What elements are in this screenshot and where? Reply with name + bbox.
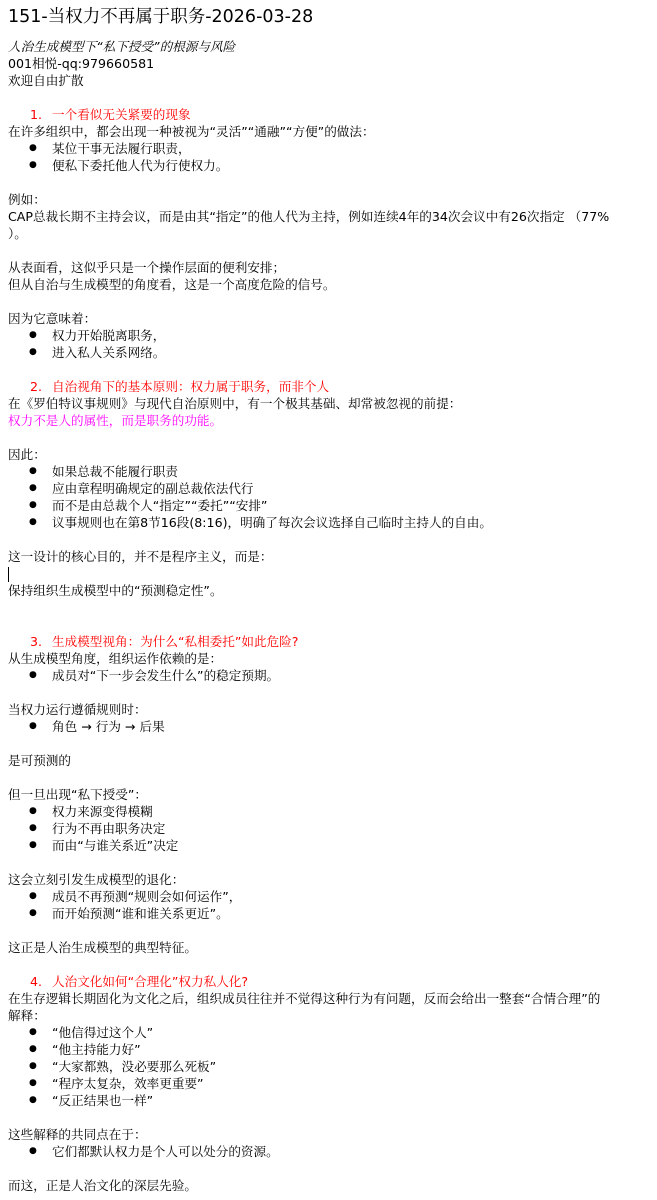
spacer xyxy=(8,429,649,446)
spacer xyxy=(8,89,649,106)
section-2-heading xyxy=(8,378,649,395)
list-item: ● “他信得过这个人” xyxy=(8,1024,649,1041)
degrade-label: 这会立刻引发生成模型的退化： xyxy=(8,872,185,887)
surface-line-2: 但从自治与生成模型的角度看，这是一个高度危险的信号。 xyxy=(8,277,336,292)
list-item: ● 如果总裁不能履行职责 xyxy=(8,463,649,480)
text-cursor-line[interactable] xyxy=(8,565,649,582)
list-item: ● “程序太复杂，效率更重要” xyxy=(8,1075,649,1092)
list-item: ● 角色 → 行为 → 后果 xyxy=(8,718,649,735)
section-3-intro: 从生成模型角度，组织运作依赖的是： xyxy=(8,651,223,666)
surface-line-1: 从表面看，这似乎只是一个操作层面的便利安排； xyxy=(8,260,286,275)
spacer xyxy=(8,599,649,616)
list-item: ● 而不是由总裁个人“指定”“委托”“安排” xyxy=(8,497,649,514)
spacer xyxy=(8,684,649,701)
spacer xyxy=(8,956,649,973)
section-3-list xyxy=(8,667,649,684)
list-item: ● 它们都默认权力是个人可以处分的资源。 xyxy=(8,1143,649,1160)
list-item: ● 权力开始脱离职务， xyxy=(8,327,649,344)
once-list xyxy=(8,803,649,854)
spacer xyxy=(8,854,649,871)
example-label: 例如： xyxy=(8,192,46,207)
example-line-2: ）。 xyxy=(8,226,27,241)
final-line: 而这，正是人治文化的深层先验。 xyxy=(8,1178,197,1193)
typical-line: 这正是人治生成模型的典型特征。 xyxy=(8,940,197,955)
once-label: 但一旦出现“私下授受”： xyxy=(8,787,147,802)
section-1-number: 1. xyxy=(30,107,43,122)
section-1-intro: 在许多组织中，都会出现一种被视为“灵活”“通融”“方便”的做法： xyxy=(8,124,375,139)
when-rules-label: 当权力运行遵循规则时： xyxy=(8,702,147,717)
spacer xyxy=(8,769,649,786)
common-list xyxy=(8,1143,649,1160)
spacer xyxy=(8,922,649,939)
chain-list xyxy=(8,718,649,735)
section-4-list xyxy=(8,1024,649,1109)
author-line: 001相悦-qq:979660581 xyxy=(8,56,155,71)
goal-line: 保持组织生成模型中的“预测稳定性”。 xyxy=(8,583,223,598)
spacer xyxy=(8,531,649,548)
section-2-number: 2. xyxy=(30,379,43,394)
section-2-list xyxy=(8,463,649,531)
section-4-number: 4. xyxy=(30,974,43,989)
spacer xyxy=(8,1109,649,1126)
text-cursor xyxy=(8,567,9,582)
spacer xyxy=(8,735,649,752)
spacer xyxy=(8,361,649,378)
section-1-heading xyxy=(8,106,649,123)
section-4-intro-2: 解释： xyxy=(8,1008,46,1023)
section-4-intro-1: 在生存逻辑长期固化为文化之后，组织成员往往并不觉得这种行为有问题，反而会给出一整套“合情合理”的 xyxy=(8,991,601,1006)
section-3-number: 3. xyxy=(30,634,43,649)
common-label: 这些解释的共同点在于： xyxy=(8,1127,147,1142)
list-item: ● “他主持能力好” xyxy=(8,1041,649,1058)
list-item: ● “大家都熟，没必要那么死板” xyxy=(8,1058,649,1075)
example-line-1: CAP总裁长期不主持会议，而是由其“指定”的他人代为主持，例如连续4年的34次会议中有26次指定 （77% xyxy=(8,209,610,224)
section-1-list xyxy=(8,140,649,174)
section-1-title: 一个看似无关紧要的现象 xyxy=(52,107,191,122)
spacer xyxy=(8,293,649,310)
means-label: 因为它意味着： xyxy=(8,311,97,326)
section-2-intro: 在《罗伯特议事规则》与现代自治原则中，有一个极其基础、却常被忽视的前提： xyxy=(8,396,462,411)
list-item: ● “反正结果也一样” xyxy=(8,1092,649,1109)
list-item: ● 应由章程明确规定的副总裁依法代行 xyxy=(8,480,649,497)
principle-statement: 权力不是人的属性，而是职务的功能。 xyxy=(8,413,223,428)
list-item: ● 某位干事无法履行职责， xyxy=(8,140,649,157)
spacer xyxy=(8,242,649,259)
list-item: ● 而开始预测“谁和谁关系更近”。 xyxy=(8,905,649,922)
predictable-line: 是可预测的 xyxy=(8,753,71,768)
list-item: ● 议事规则也在第8节16段(8:16)，明确了每次会议选择自己临时主持人的自由。 xyxy=(8,514,649,531)
subtitle: 人治生成模型下“私下授受”的根源与风险 xyxy=(8,39,236,54)
list-item: ● 而由“与谁关系近”决定 xyxy=(8,837,649,854)
spacer xyxy=(8,174,649,191)
list-item: ● 成员不再预测“规则会如何运作”， xyxy=(8,888,649,905)
list-item: ● 便私下委托他人代为行使权力。 xyxy=(8,157,649,174)
section-3-title: 生成模型视角：为什么“私相委托”如此危险? xyxy=(52,634,299,649)
section-4-title: 人治文化如何“合理化”权力私人化? xyxy=(52,974,249,989)
welcome-line: 欢迎自由扩散 xyxy=(8,73,84,88)
list-item: ● 成员对“下一步会发生什么”的稳定预期。 xyxy=(8,667,649,684)
list-item: ● 行为不再由职务决定 xyxy=(8,820,649,837)
degrade-list xyxy=(8,888,649,922)
spacer xyxy=(8,1160,649,1177)
list-item: ● 权力来源变得模糊 xyxy=(8,803,649,820)
spacer xyxy=(8,616,649,633)
section-2-title: 自治视角下的基本原则：权力属于职务，而非个人 xyxy=(52,379,330,394)
section-4-heading xyxy=(8,973,649,990)
means-list xyxy=(8,327,649,361)
purpose-line: 这一设计的核心目的，并不是程序主义，而是： xyxy=(8,549,273,564)
therefore-label: 因此： xyxy=(8,447,46,462)
section-3-heading xyxy=(8,633,649,650)
list-item: ● 进入私人关系网络。 xyxy=(8,344,649,361)
page-title: 151-当权力不再属于职务-2026-03-28 xyxy=(8,7,314,27)
